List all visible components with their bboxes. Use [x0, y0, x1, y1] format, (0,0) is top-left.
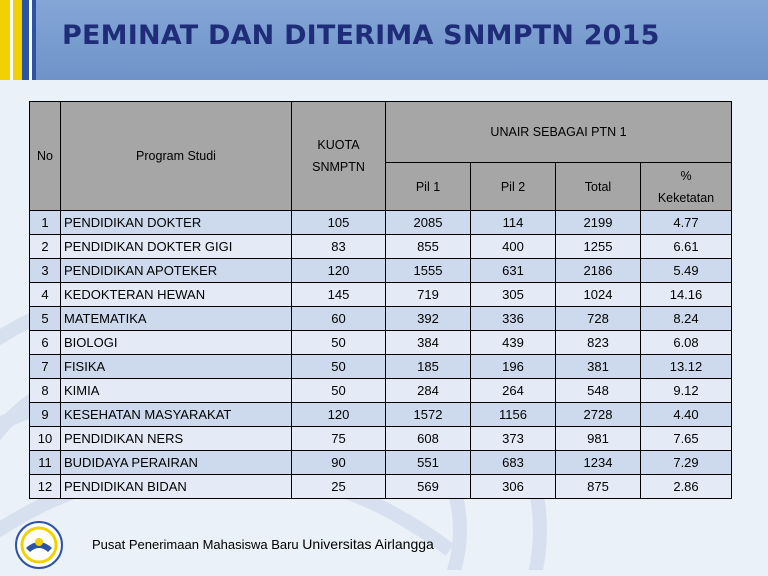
- cell-total: 1234: [556, 451, 641, 475]
- cell-pct: 8.24: [641, 307, 732, 331]
- header-no: No: [30, 102, 61, 211]
- table-row: [30, 475, 732, 499]
- cell-pil2: 196: [471, 355, 556, 379]
- table-row: [30, 355, 732, 379]
- table-row: [30, 307, 732, 331]
- data-table: [29, 101, 732, 499]
- data-table-container: [29, 101, 732, 499]
- cell-pil1: 551: [386, 451, 471, 475]
- cell-program: PENDIDIKAN APOTEKER: [61, 259, 292, 283]
- cell-kuota: 105: [292, 211, 386, 235]
- cell-kuota: 60: [292, 307, 386, 331]
- cell-no: 10: [30, 427, 61, 451]
- cell-pil2: 631: [471, 259, 556, 283]
- table-row: [30, 259, 732, 283]
- cell-pil1: 569: [386, 475, 471, 499]
- cell-no: 12: [30, 475, 61, 499]
- cell-total: 2186: [556, 259, 641, 283]
- cell-total: 548: [556, 379, 641, 403]
- cell-pct: 6.61: [641, 235, 732, 259]
- cell-no: 9: [30, 403, 61, 427]
- cell-program: BUDIDAYA PERAIRAN: [61, 451, 292, 475]
- cell-no: 3: [30, 259, 61, 283]
- cell-total: 2199: [556, 211, 641, 235]
- cell-pct: 9.12: [641, 379, 732, 403]
- cell-no: 7: [30, 355, 61, 379]
- header-pct: [641, 163, 732, 211]
- cell-pct: 7.65: [641, 427, 732, 451]
- table-row: [30, 235, 732, 259]
- header-program: Program Studi: [61, 102, 292, 211]
- cell-total: 728: [556, 307, 641, 331]
- header-pil2: Pil 2: [471, 163, 556, 211]
- cell-kuota: 120: [292, 403, 386, 427]
- cell-program: MATEMATIKA: [61, 307, 292, 331]
- table-row: [30, 403, 732, 427]
- header-kuota-line1: KUOTA: [317, 138, 360, 152]
- cell-pil2: 1156: [471, 403, 556, 427]
- cell-pil2: 305: [471, 283, 556, 307]
- table-row: [30, 451, 732, 475]
- cell-kuota: 90: [292, 451, 386, 475]
- cell-total: 2728: [556, 403, 641, 427]
- accent-stripe: [29, 0, 32, 80]
- cell-total: 875: [556, 475, 641, 499]
- cell-pct: 4.77: [641, 211, 732, 235]
- cell-program: PENDIDIKAN DOKTER: [61, 211, 292, 235]
- table-body: [30, 211, 732, 499]
- header-kuota: [292, 102, 386, 211]
- header-accent: [0, 0, 36, 80]
- header-pil1: Pil 1: [386, 163, 471, 211]
- cell-pil1: 392: [386, 307, 471, 331]
- cell-kuota: 83: [292, 235, 386, 259]
- cell-program: KEDOKTERAN HEWAN: [61, 283, 292, 307]
- cell-pil1: 2085: [386, 211, 471, 235]
- cell-pct: 5.49: [641, 259, 732, 283]
- table-row: [30, 427, 732, 451]
- university-seal-icon: [14, 520, 64, 570]
- footer-text: [92, 536, 434, 552]
- cell-pct: 2.86: [641, 475, 732, 499]
- cell-pil2: 400: [471, 235, 556, 259]
- table-row: [30, 211, 732, 235]
- cell-pil1: 185: [386, 355, 471, 379]
- cell-pil2: 439: [471, 331, 556, 355]
- cell-pil1: 855: [386, 235, 471, 259]
- cell-no: 4: [30, 283, 61, 307]
- cell-kuota: 120: [292, 259, 386, 283]
- cell-program: BIOLOGI: [61, 331, 292, 355]
- cell-pil2: 264: [471, 379, 556, 403]
- cell-pct: 6.08: [641, 331, 732, 355]
- cell-program: PENDIDIKAN NERS: [61, 427, 292, 451]
- cell-no: 11: [30, 451, 61, 475]
- cell-kuota: 50: [292, 355, 386, 379]
- cell-pil2: 336: [471, 307, 556, 331]
- cell-program: KESEHATAN MASYARAKAT: [61, 403, 292, 427]
- cell-pil1: 608: [386, 427, 471, 451]
- cell-total: 981: [556, 427, 641, 451]
- header-kuota-line2: SNMPTN: [312, 160, 365, 174]
- table-row: [30, 379, 732, 403]
- cell-no: 2: [30, 235, 61, 259]
- cell-program: PENDIDIKAN BIDAN: [61, 475, 292, 499]
- table-header-row: [30, 102, 732, 163]
- cell-total: 381: [556, 355, 641, 379]
- cell-pil1: 719: [386, 283, 471, 307]
- cell-kuota: 75: [292, 427, 386, 451]
- cell-kuota: 50: [292, 379, 386, 403]
- page-title: PEMINAT DAN DITERIMA SNMPTN 2015: [62, 20, 660, 51]
- header-group: UNAIR SEBAGAI PTN 1: [386, 102, 732, 163]
- cell-kuota: 25: [292, 475, 386, 499]
- cell-kuota: 50: [292, 331, 386, 355]
- cell-pil2: 683: [471, 451, 556, 475]
- cell-total: 823: [556, 331, 641, 355]
- cell-no: 1: [30, 211, 61, 235]
- cell-no: 6: [30, 331, 61, 355]
- footer-institution-center: Pusat Penerimaan Mahasiswa Baru: [92, 537, 299, 552]
- cell-pil1: 1572: [386, 403, 471, 427]
- cell-pct: 4.40: [641, 403, 732, 427]
- cell-pct: 7.29: [641, 451, 732, 475]
- table-row: [30, 283, 732, 307]
- table-row: [30, 331, 732, 355]
- cell-program: KIMIA: [61, 379, 292, 403]
- cell-program: FISIKA: [61, 355, 292, 379]
- cell-kuota: 145: [292, 283, 386, 307]
- cell-program: PENDIDIKAN DOKTER GIGI: [61, 235, 292, 259]
- header-pct-label: Keketatan: [657, 190, 715, 205]
- cell-pil2: 306: [471, 475, 556, 499]
- header-total: Total: [556, 163, 641, 211]
- cell-pil2: 373: [471, 427, 556, 451]
- cell-total: 1024: [556, 283, 641, 307]
- cell-total: 1255: [556, 235, 641, 259]
- footer-university-name: Universitas Airlangga: [302, 536, 434, 552]
- header-bar: [0, 0, 768, 80]
- cell-no: 5: [30, 307, 61, 331]
- cell-pil1: 384: [386, 331, 471, 355]
- cell-pil1: 284: [386, 379, 471, 403]
- cell-pct: 13.12: [641, 355, 732, 379]
- cell-pil1: 1555: [386, 259, 471, 283]
- accent-stripe: [10, 0, 13, 80]
- header-pct-symbol: %: [680, 168, 692, 183]
- cell-pil2: 114: [471, 211, 556, 235]
- cell-no: 8: [30, 379, 61, 403]
- cell-pct: 14.16: [641, 283, 732, 307]
